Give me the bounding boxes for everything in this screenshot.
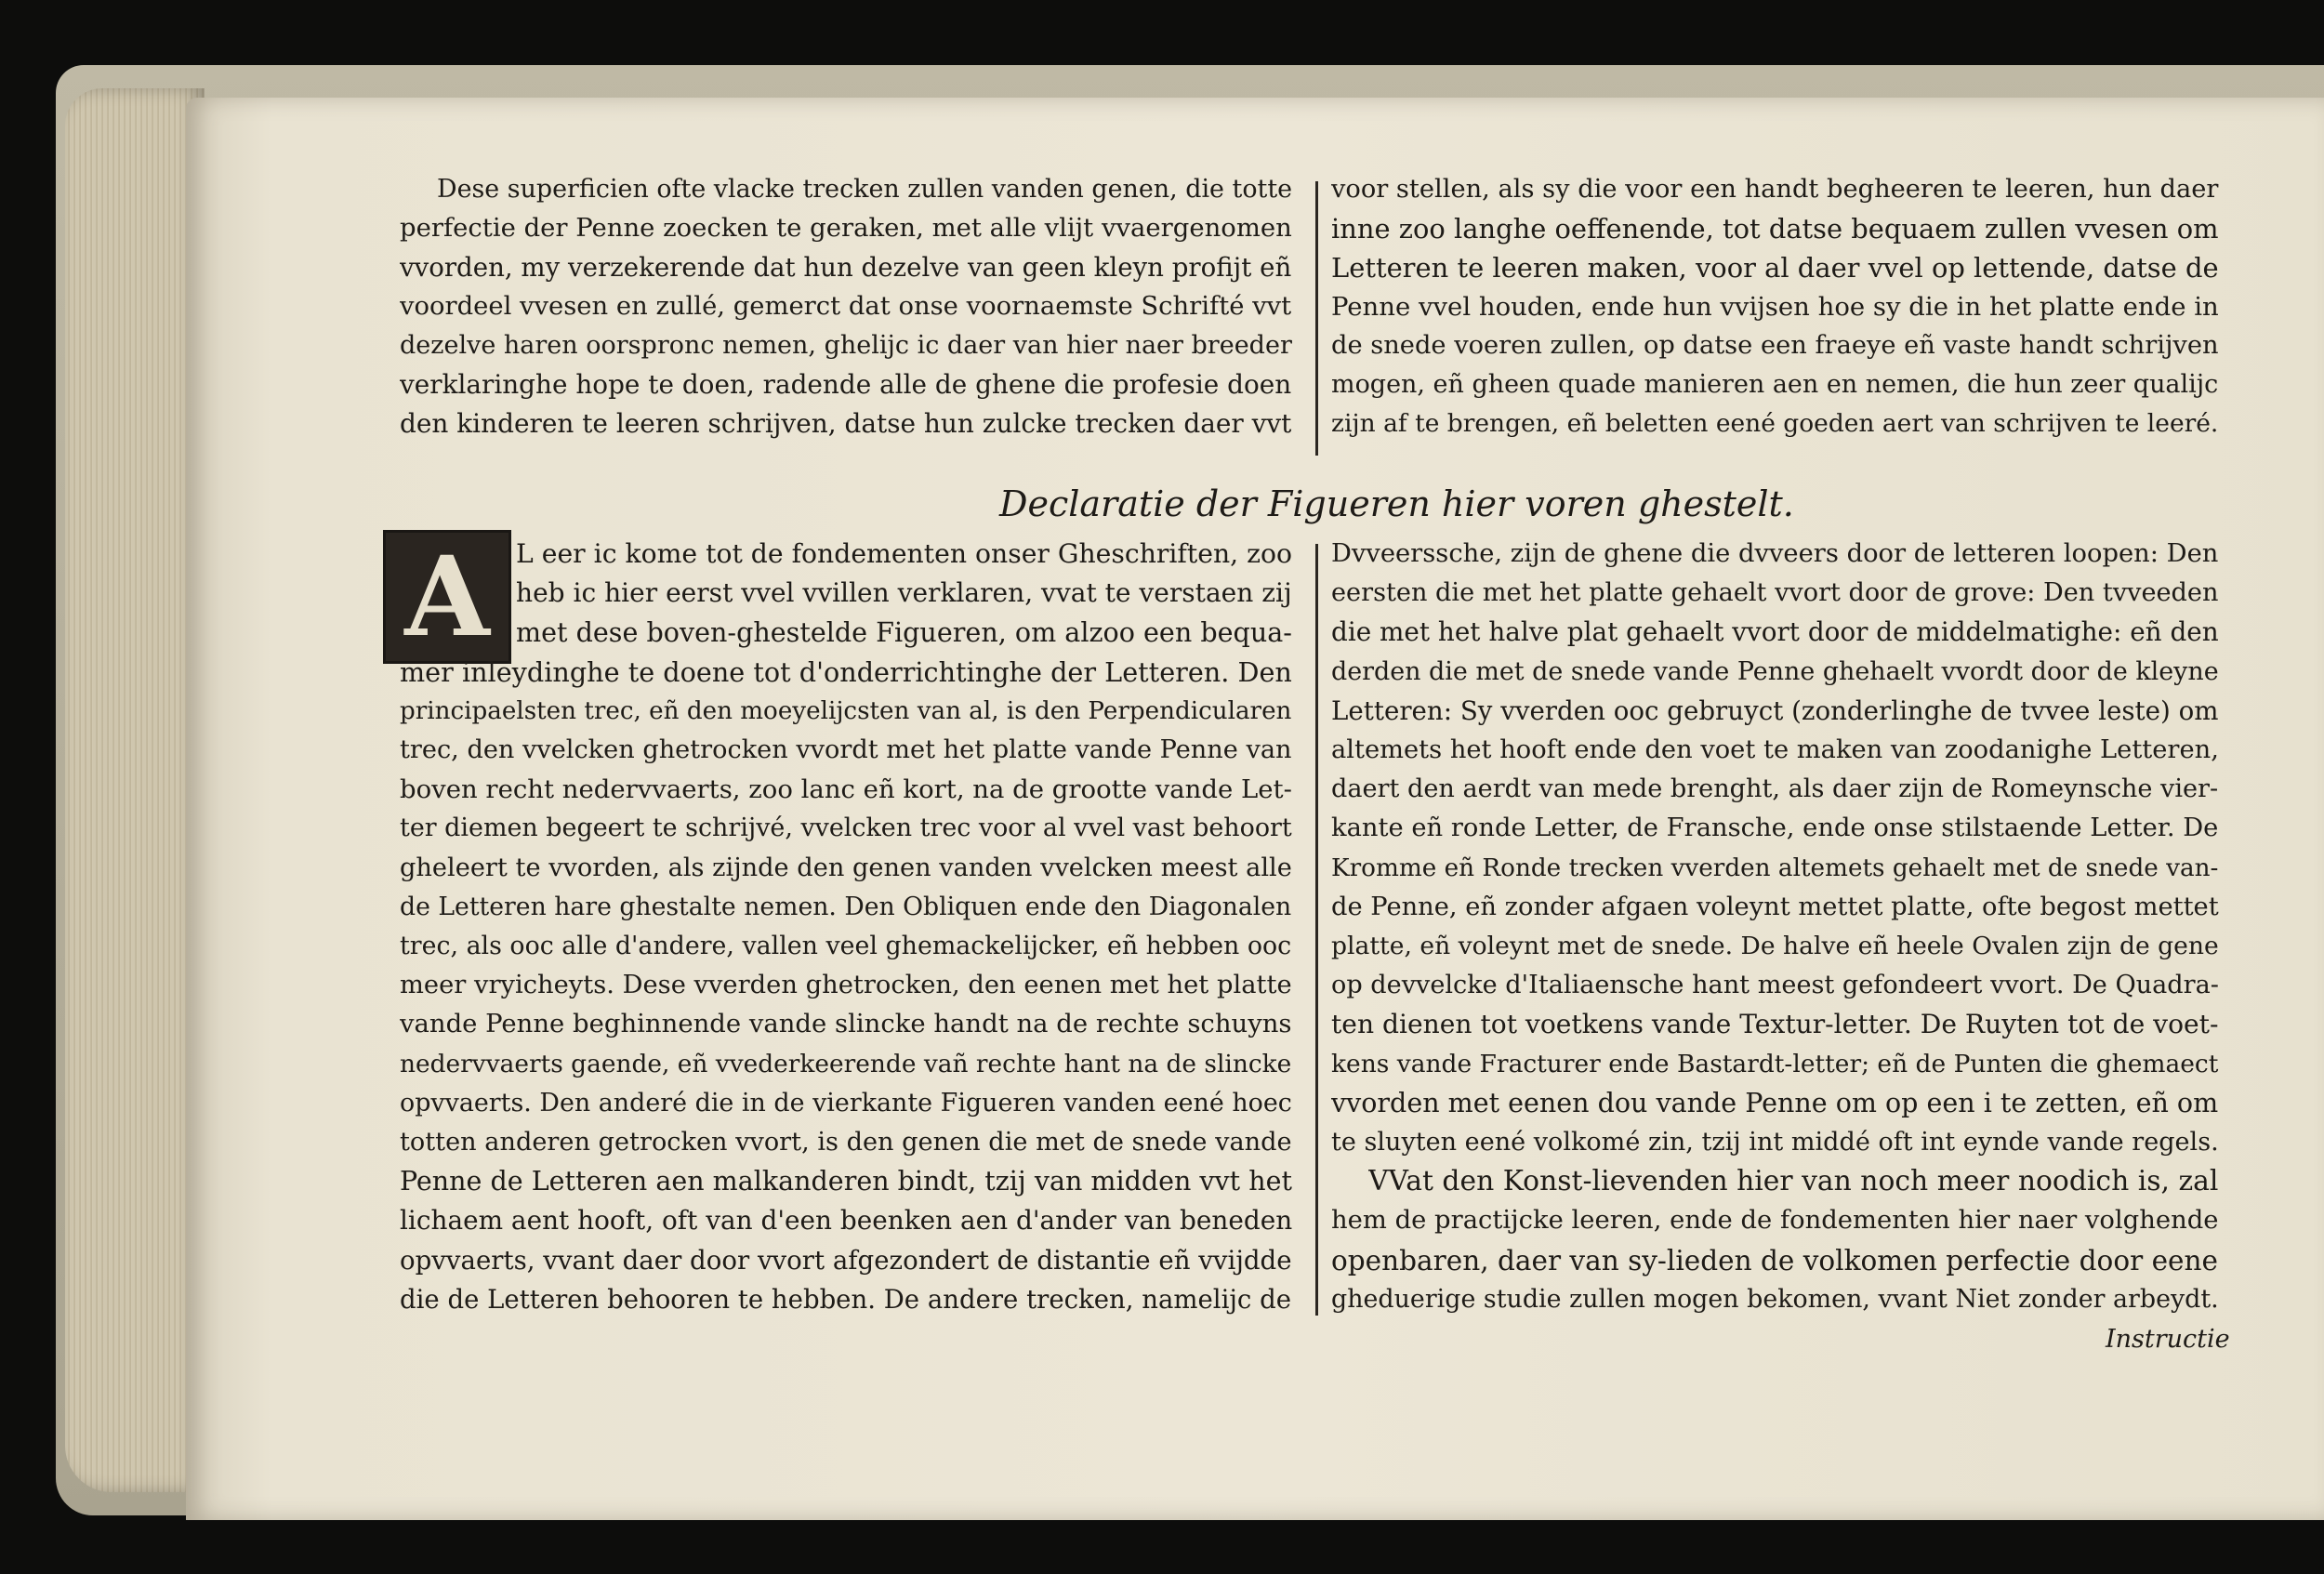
text-line: voordeel vvesen en zullé, gemerct dat onse voornaemste Schrifté vvt	[400, 292, 1292, 321]
decorated-initial	[383, 530, 511, 664]
text-line: zijn af te brengen, eñ beletten eené goeden aert van schrijven te leeré.	[1331, 409, 2219, 438]
text-line: mer inleydinghe te doene tot d'onderrichtinghe der Letteren. Den	[400, 655, 1292, 688]
catchword: Instructie	[2106, 1325, 2230, 1354]
text-line: hem de practijcke leeren, ende de fondementen hier naer volghende	[1331, 1206, 2219, 1236]
text-line: verklaringhe hope te doen, radende alle de ghene die profesie doen	[400, 369, 1292, 400]
text-line: met dese boven-ghestelde Figueren, om alzoo een bequa-	[516, 616, 1292, 649]
text-line: principaelsten trec, eñ den moeyelijcsten van al, is den Perpendicularen	[400, 696, 1292, 725]
text-line: altemets het hooft ende den voet te maken van zoodanighe Letteren,	[1331, 735, 2219, 764]
text-line: nedervvaerts gaende, eñ vvederkeerende vañ rechte hant na de slincke	[400, 1049, 1292, 1078]
text-line: platte, eñ voleynt met de snede. De halve eñ heele Ovalen zijn de gene	[1331, 932, 2219, 960]
text-line: die met het halve plat gehaelt vvort door de middelmatighe: eñ den	[1331, 616, 2219, 648]
text-line: perfectie der Penne zoecken te geraken, met alle vlijt vvaergenomen	[400, 214, 1292, 243]
text-line: gheleert te vvorden, als zijnde den genen vanden vvelcken meest alle	[400, 853, 1292, 882]
text-line: den kinderen te leeren schrijven, datse hun zulcke trecken daer vvt	[400, 408, 1292, 439]
text-line: voor stellen, als sy die voor een handt begheeren te leeren, hun daer	[1331, 175, 2219, 204]
text-line: kante eñ ronde Letter, de Fransche, ende onse stilstaende Letter. De	[1331, 813, 2219, 843]
text-line: L eer ic kome tot de fondementen onser Gheschriften, zoo	[516, 538, 1292, 569]
text-line: op devvelcke d'Italiaensche hant meest gefondeert vvort. De Quadra-	[1331, 971, 2219, 1000]
text-line: opvvaerts. Den anderé die in de vierkante Figueren vanden eené hoec	[400, 1088, 1292, 1118]
text-line: de Penne, eñ zonder afgaen voleynt mettet platte, ofte begost mettet	[1331, 892, 2219, 921]
text-line: boven recht nedervvaerts, zoo lanc eñ kort, na de grootte vande Let-	[400, 774, 1292, 805]
text-line: VVat den Konst-lievenden hier van noch meer noodich is, zal	[1368, 1165, 2219, 1198]
text-line: Letteren te leeren maken, voor al daer vvel op lettende, datse de	[1331, 252, 2219, 284]
text-line: meer vryicheyts. Dese vverden ghetrocken, den eenen met het platte	[400, 971, 1292, 1000]
text-line: inne zoo langhe oeffenende, tot datse bequaem zullen vvesen om	[1331, 213, 2219, 245]
text-line: heb ic hier eerst vvel vvillen verklaren, vvat te verstaen zij	[516, 577, 1292, 609]
text-line: ten dienen tot voetkens vande Textur-letter. De Ruyten tot de voet-	[1331, 1009, 2219, 1040]
section-heading: Declaratie der Figueren hier voren ghestelt.	[999, 483, 1794, 524]
text-line: Kromme eñ Ronde trecken vverden altemets gehaelt met de snede van-	[1331, 853, 2219, 882]
text-line: gheduerige studie zullen mogen bekomen, vvant Niet zonder arbeydt.	[1331, 1284, 2219, 1314]
text-line: Dese superficien ofte vlacke trecken zullen vanden genen, die totte	[437, 175, 1292, 204]
page-fore-edge	[65, 88, 205, 1492]
text-line: vvorden, my verzekerende dat hun dezelve van geen kleyn profijt eñ	[400, 252, 1292, 283]
text-line: vvorden met eenen dou vande Penne om op een i te zetten, eñ om	[1331, 1087, 2219, 1118]
text-line: Penne vvel houden, ende hun vvijsen hoe sy die in het platte ende in	[1331, 292, 2219, 322]
text-line: de Letteren hare ghestalte nemen. Den Obliquen ende den Diagonalen	[400, 892, 1292, 921]
text-line: totten anderen getrocken vvort, is den genen die met de snede vande	[400, 1128, 1292, 1157]
text-line: ter diemen begeert te schrijvé, vvelcken trec voor al vvel vast behoort	[400, 813, 1292, 843]
text-line: mogen, eñ gheen quade manieren aen en nemen, die hun zeer qualijc	[1331, 370, 2219, 399]
text-line: trec, als ooc alle d'andere, vallen veel ghemackelijcker, eñ hebben ooc	[400, 932, 1292, 960]
text-line: die de Letteren behooren te hebben. De andere trecken, namelijc de	[400, 1284, 1292, 1315]
text-line: te sluyten eené volkomé zin, tzij int middé oft int eynde vande regels.	[1331, 1128, 2219, 1157]
text-line: opvvaerts, vvant daer door vvort afgezondert de distantie eñ vvijdde	[400, 1244, 1292, 1276]
text-line: de snede voeren zullen, op datse een fraeye eñ vaste handt schrijven	[1331, 331, 2219, 360]
text-line: daert den aerdt van mede brenght, als daer zijn de Romeynsche vier-	[1331, 774, 2219, 804]
text-line: dezelve haren oorspronc nemen, ghelijc ic daer van hier naer breeder	[400, 331, 1292, 360]
text-line: lichaem aent hooft, oft van d'een beenken aen d'ander van beneden	[400, 1205, 1292, 1237]
text-line: Penne de Letteren aen malkanderen bindt, tzij van midden vvt het	[400, 1166, 1292, 1197]
column-rule-bottom	[1315, 544, 1318, 1316]
text-line: openbaren, daer van sy-lieden de volkomen perfectie door eene	[1331, 1244, 2218, 1276]
text-line: trec, den vvelcken ghetrocken vvordt met het platte vande Penne van	[400, 735, 1292, 764]
text-line: kens vande Fracturer ende Bastardt-letter; eñ de Punten die ghemaect	[1331, 1049, 2219, 1078]
text-line: eersten die met het platte gehaelt vvort door de grove: Den tvveeden	[1331, 578, 2219, 608]
text-line: Letteren: Sy vverden ooc gebruyct (zonderlinghe de tvvee leste) om	[1331, 694, 2219, 726]
text-line: Dvveerssche, zijn de ghene die dvveers door de letteren loopen: Den	[1331, 539, 2219, 568]
text-line: vande Penne beghinnende vande slincke handt na de rechte schuyns	[400, 1010, 1292, 1039]
text-line: derden die met de snede vande Penne ghehaelt vvordt door de kleyne	[1331, 656, 2219, 686]
column-rule-top	[1315, 181, 1318, 456]
initial-letter: A	[404, 532, 490, 661]
